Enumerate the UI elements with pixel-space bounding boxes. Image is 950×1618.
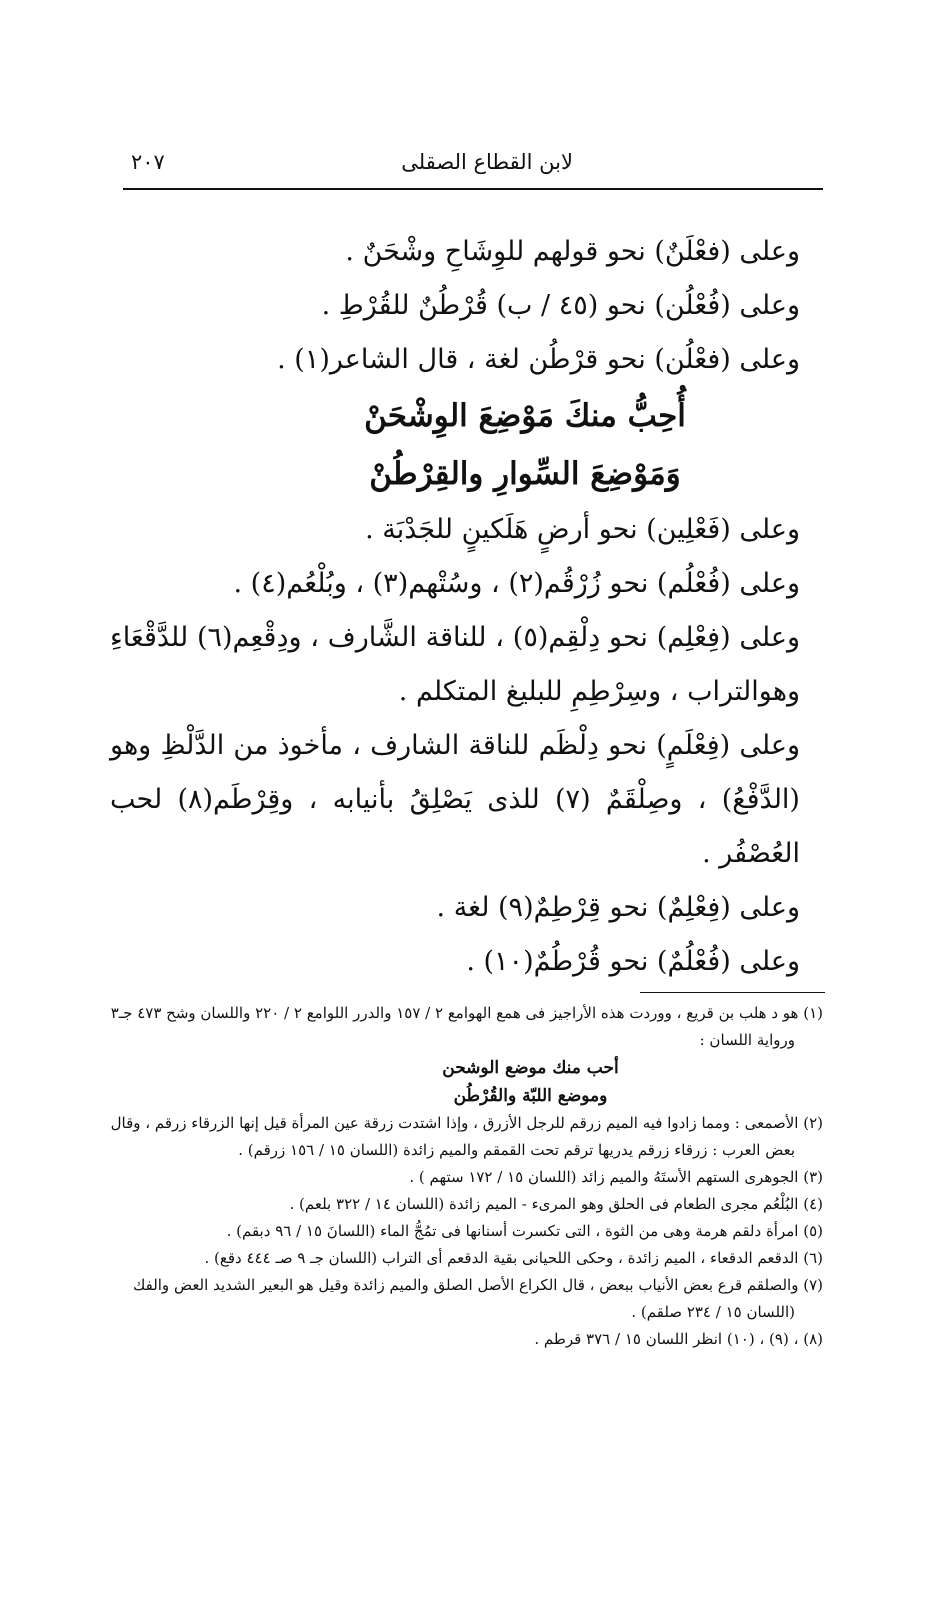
footnote-verse-1: أحب منك موضع الوشحن [442,1058,619,1078]
header-title: لابن القطاع الصقلى [401,150,573,174]
footnote-4: (٤) البُلْعُم مجرى الطعام فى الحلق وهو المرىء - الميم زائدة (اللسان ١٤ / ٣٢٢ بلعم) . [289,1195,823,1213]
poem-verse-1: أُحِبُّ منكَ مَوْضِعَ الوِشْحَنْ [364,398,686,434]
poem-verse-2: وَمَوْضِعَ السِّوارِ والقِرْطُنْ [369,456,681,492]
footnote-divider [640,992,825,993]
text-line-5: وعلى (فُعْلُم) نحو زُرْقُم(٢) ، وسُتْهم(٣) ، وبُلْعُم(٤) . [233,568,800,599]
footnote-8: (٨) ، (٩) ، (١٠) انظر اللسان ١٥ / ٣٧٦ قرطم . [534,1330,823,1348]
text-line-3: وعلى (فعْلُن) نحو قرْطُن لغة ، قال الشاعر(١) . [277,344,800,375]
text-paragraph-7: وعلى (فِعْلَمٍ) نحو دِلْظَم للناقة الشارف ، مأخوذ من الدَّلْظِ وهو (الدَّفْعُ) ، وصِلْقَمٌ (٧) للذى يَصْلِقُ بأنيابه ، وقِرْطَم(٨) لحب العُصْفُر . [110,730,800,869]
footnote-5: (٥) امرأة دلقم هرمة وهى من الثوة ، التى تكسرت أسنانها فى تمُجُّ الماء (اللسانَ ١٥ / ٩٦ دبقم) . [226,1222,823,1240]
footnote-2-cont: بعض العرب : زرقاء زرقم يدريها ترقم تحت القمقم والميم زائدة (اللسان ١٥ / ١٥٦ زرقم) . [238,1141,795,1159]
running-header [123,150,823,190]
text-line-2: وعلى (فُعْلُن) نحو (٤٥ / ب) قُرْطُنٌ للقُرْطِ . [321,290,800,321]
text-line-4: وعلى (فَعْلِين) نحو أرضٍ هَلَكينٍ للجَدْبَة . [365,514,800,545]
footnote-1: (١) هو د هلب بن قريع ، ووردت هذه الأراجيز فى همع الهوامع ٢ / ١٥٧ والدرر اللوامع ٢ / ٢٢٠ واللسان وشح ٤٧٣ جـ٣ [110,1004,823,1022]
footnote-7-cont: (اللسان ١٥ / ٢٣٤ صلقم) . [631,1303,795,1321]
text-line-8: وعلى (فِعْلِمٌ) نحو قِرْطِمٌ(٩) لغة . [436,892,800,923]
footnote-7: (٧) والصلقم قرع بعض الأنياب ببعض ، قال الكراع الأصل الصلق والميم زائدة وقيل هو البعير الشديد العض والفك [132,1276,823,1294]
main-text [110,225,800,989]
text-line-9: وعلى (فُعْلُمٌ) نحو قُرْطُمٌ(١٠) . [466,946,800,977]
footnote-3: (٣) الجوهرى الستهم الأستَهُ والميم زائد (اللسان ١٥ / ١٧٢ ستهم ) . [409,1168,823,1186]
text-paragraph-6: وعلى (فِعْلِم) نحو دِلْقِم(٥) ، للناقة الشَّارف ، ودِقْعِم(٦) للدَّقْعَاءِ وهوالتراب ، وسِرْطِمِ للبليغ المتكلم . [110,622,800,707]
footnote-2: (٢) الأصمعى : ومما زادوا فيه الميم زرقم للرجل الأزرق ، وإذا اشتدت زرقة عين المرأة قيل إنها الزرقاء زرقم ، وقال [110,1114,823,1132]
footnote-1-cont: ورواية اللسان : [699,1031,795,1049]
text-line-1: وعلى (فعْلَنٌ) نحو قولهم للوِشَاحِ وشْحَنٌ . [345,236,800,267]
page-number: ٢٠٧ [131,150,165,174]
footnotes [108,1000,823,1353]
footnote-verse-2: وموضع اللبّة والقُرْطُن [453,1086,608,1106]
footnote-6: (٦) الدقعم الدقعاء ، الميم زائدة ، وحكى اللحيانى بقية الدقعم أى التراب (اللسان جـ ٩ صـ ٤٤٤ دقع) . [204,1249,823,1267]
